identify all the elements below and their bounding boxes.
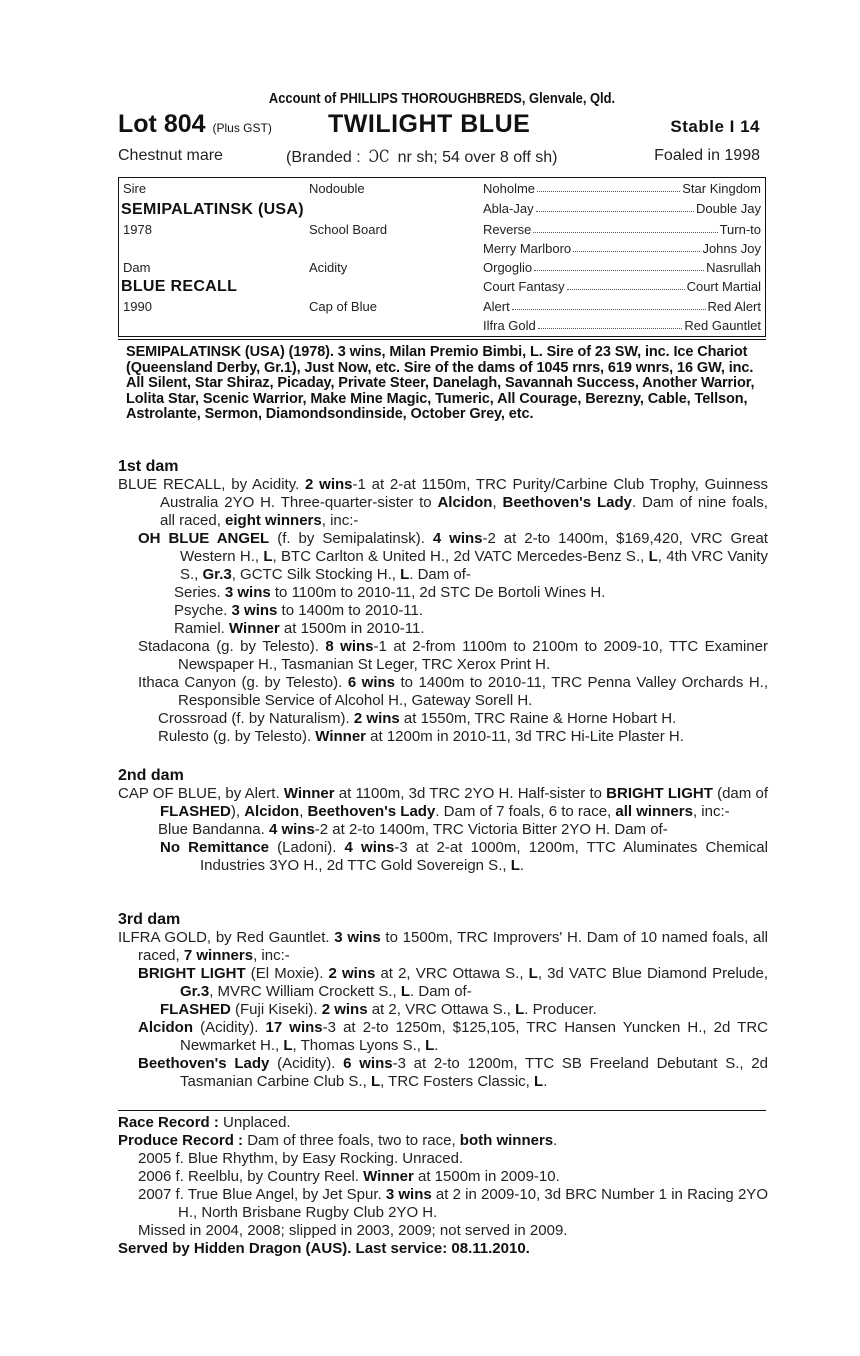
gp-right: Red Gauntlet bbox=[684, 318, 761, 333]
foaled-year: Foaled in 1998 bbox=[654, 147, 760, 164]
vendor-account: Account of PHILLIPS THOROUGHBREDS, Glenvale, Qld. bbox=[268, 90, 616, 107]
progeny-entry: Crossroad (f. by Naturalism). 2 wins at 1550m, TRC Raine & Horne Hobart H. bbox=[158, 710, 677, 727]
gp-right: Red Alert bbox=[707, 299, 761, 314]
gp-row bbox=[483, 201, 761, 216]
gp-right: Johns Joy bbox=[702, 241, 761, 256]
progeny-entry: Blue Bandanna. 4 wins-2 at 2-to 1400m, TRC Victoria Bitter 2YO H. Dam of- bbox=[158, 821, 668, 838]
dam-name: BLUE RECALL bbox=[121, 278, 238, 295]
progeny-entry: Ramiel. Winner at 1500m in 2010-11. bbox=[174, 620, 425, 637]
sire-dam: School Board bbox=[309, 222, 388, 237]
gp-left: Court Fantasy bbox=[483, 279, 565, 294]
lot-label: Lot 804 bbox=[118, 110, 206, 138]
dam-label: Dam bbox=[123, 260, 151, 275]
gp-row bbox=[483, 318, 761, 333]
produce-2005: 2005 f. Blue Rhythm, by Easy Rocking. Unraced. bbox=[138, 1150, 464, 1167]
race-record: Race Record : Unplaced. bbox=[118, 1114, 291, 1131]
sire-summary: SEMIPALATINSK (USA) (1978). 3 wins, Milan Premio Bimbi, L. Sire of 23 SW, inc. Ice Chariot (Queensland Derby, Gr.1), Just Now, etc. Sire of the dams of 1045 rnrs, 619 wnrs, 16 GW, inc. All Silent, Star Shiraz, Picaday, Private Steer, Danelagh, Savannah Success, Another Warrior, Lolita Star, Scenic Warrior, Make Mine Magic, Tumeric, All Courage, Berezny, Cable, Tellson, Astrolante, Sermon, Diamondsondinside, October Grey, etc. bbox=[126, 344, 755, 422]
gp-left: Orgoglio bbox=[483, 260, 533, 275]
dam-paragraph: BLUE RECALL, by Acidity. 2 wins-1 at 2-at 1150m, TRC Purity/Carbine Club Trophy, Guinness Australia 2YO H. Three-quarter-sister to Alcidon, Beethoven's Lady. Dam of nine foals, all raced, eight winners, inc:- bbox=[118, 476, 768, 529]
gp-left: Noholme bbox=[483, 181, 536, 196]
pedigree-rule bbox=[118, 339, 766, 340]
brand-mark-icon: ƆC bbox=[368, 147, 390, 167]
progeny-entry: Psyche. 3 wins to 1400m to 2010-11. bbox=[174, 602, 424, 619]
gp-left: Alert bbox=[483, 299, 510, 314]
dam-paragraph: CAP OF BLUE, by Alert. Winner at 1100m, 3d TRC 2YO H. Half-sister to BRIGHT LIGHT (dam of FLASHED), Alcidon, Beethoven's Lady. Dam of 7 foals, 6 to race, all winners, inc:- bbox=[118, 785, 768, 820]
stable-number: Stable I 14 bbox=[670, 117, 760, 136]
progeny-entry: Rulesto (g. by Telesto). Winner at 1200m in 2010-11, 3d TRC Hi-Lite Plaster H. bbox=[158, 728, 684, 745]
brand-suffix: nr sh; 54 over 8 off sh) bbox=[397, 149, 558, 166]
produce-2006: 2006 f. Reelblu, by Country Reel. Winner at 1500m in 2009-10. bbox=[138, 1168, 560, 1185]
gp-right: Double Jay bbox=[695, 201, 761, 216]
gp-left: Reverse bbox=[483, 222, 532, 237]
gp-row bbox=[483, 241, 761, 256]
gp-row bbox=[483, 260, 761, 275]
lot-header bbox=[118, 110, 766, 140]
horse-name: TWILIGHT BLUE bbox=[328, 110, 531, 138]
gp-left: Ilfra Gold bbox=[483, 318, 536, 333]
brand-prefix: (Branded : bbox=[286, 149, 361, 166]
dam-paragraph: ILFRA GOLD, by Red Gauntlet. 3 wins to 1500m, TRC Improvers' H. Dam of 10 named foals, all raced, 7 winners, inc:- bbox=[118, 929, 768, 964]
first-dam-section bbox=[118, 458, 768, 746]
records-divider bbox=[118, 1110, 766, 1111]
gp-left: Merry Marlboro bbox=[483, 241, 572, 256]
first-dam-heading: 1st dam bbox=[118, 458, 179, 475]
progeny-entry: Stadacona (g. by Telesto). 8 wins-1 at 2-from 1100m to 2100m to 2009-10, TTC Examiner Newspaper H., Tasmanian St Leger, TRC Xerox Print H. bbox=[138, 638, 768, 673]
gp-right: Turn-to bbox=[719, 222, 761, 237]
progeny-entry: FLASHED (Fuji Kiseki). 2 wins at 2, VRC Ottawa S., L. Producer. bbox=[160, 1001, 597, 1018]
gp-left: Abla-Jay bbox=[483, 201, 534, 216]
lot-number bbox=[118, 110, 272, 139]
progeny-entry: Alcidon (Acidity). 17 wins-3 at 2-to 1250m, $125,105, TRC Hansen Yuncken H., 2d TRC Newmarket H., L, Thomas Lyons S., L. bbox=[138, 1019, 768, 1054]
gp-row bbox=[483, 279, 761, 294]
dam-sire: Acidity bbox=[309, 260, 348, 275]
gst-note: (Plus GST) bbox=[212, 121, 272, 135]
third-dam-heading: 3rd dam bbox=[118, 911, 181, 928]
second-dam-heading: 2nd dam bbox=[118, 767, 184, 784]
produce-record: Produce Record : Dam of three foals, two to race, both winners. bbox=[118, 1132, 558, 1149]
progeny-entry: No Remittance (Ladoni). 4 wins-3 at 2-at 1000m, 1200m, TTC Aluminates Chemical Industries 3YO H., 2d TTC Gold Sovereign S., L. bbox=[160, 839, 768, 874]
sire-year: 1978 bbox=[123, 222, 152, 237]
sire-sire: Nodouble bbox=[309, 181, 365, 196]
progeny-entry: Beethoven's Lady (Acidity). 6 wins-3 at 2-to 1200m, TTC SB Freeland Debutant S., 2d Tasmanian Carbine Club S., L, TRC Fosters Classic, L. bbox=[138, 1055, 768, 1090]
progeny-entry: BRIGHT LIGHT (El Moxie). 2 wins at 2, VRC Ottawa S., L, 3d VATC Blue Diamond Prelude, Gr.3, MVRC William Crockett S., L. Dam of- bbox=[138, 965, 768, 1000]
records-section bbox=[118, 1114, 768, 1258]
gp-right: Nasrullah bbox=[706, 260, 761, 275]
gp-right: Court Martial bbox=[686, 279, 761, 294]
gp-right: Star Kingdom bbox=[682, 181, 761, 196]
progeny-entry: Series. 3 wins to 1100m to 2010-11, 2d STC De Bortoli Wines H. bbox=[174, 584, 606, 601]
gp-row bbox=[483, 181, 761, 196]
dam-dam: Cap of Blue bbox=[309, 299, 377, 314]
pedigree-table bbox=[118, 177, 766, 337]
produce-2007: 2007 f. True Blue Angel, by Jet Spur. 3 wins at 2 in 2009-10, 3d BRC Number 1 in Racing 2YO H., North Brisbane Rugby Club 2YO H. bbox=[138, 1186, 768, 1221]
horse-sex-color: Chestnut mare bbox=[118, 147, 223, 164]
brand-description bbox=[286, 147, 557, 167]
second-dam-section bbox=[118, 767, 768, 875]
service-notes: Missed in 2004, 2008; slipped in 2003, 2009; not served in 2009. bbox=[138, 1222, 568, 1239]
third-dam-section bbox=[118, 911, 768, 1091]
last-service: Served by Hidden Dragon (AUS). Last service: 08.11.2010. bbox=[118, 1240, 530, 1257]
progeny-entry: OH BLUE ANGEL (f. by Semipalatinsk). 4 wins-2 at 2-to 1400m, $169,420, VRC Great Western H., L, BTC Carlton & United H., 2d VATC Mercedes-Benz S., L, 4th VRC Vanity S., Gr.3, GCTC Silk Stocking H., L. Dam of- bbox=[138, 530, 768, 583]
sire-label: Sire bbox=[123, 181, 147, 196]
dam-year: 1990 bbox=[123, 299, 152, 314]
gp-row bbox=[483, 222, 761, 237]
progeny-entry: Ithaca Canyon (g. by Telesto). 6 wins to 1400m to 2010-11, TRC Penna Valley Orchards H., Responsible Service of Alcohol H., Gateway Sorell H. bbox=[138, 674, 768, 709]
gp-row bbox=[483, 299, 761, 314]
sire-name: SEMIPALATINSK (USA) bbox=[121, 201, 304, 218]
